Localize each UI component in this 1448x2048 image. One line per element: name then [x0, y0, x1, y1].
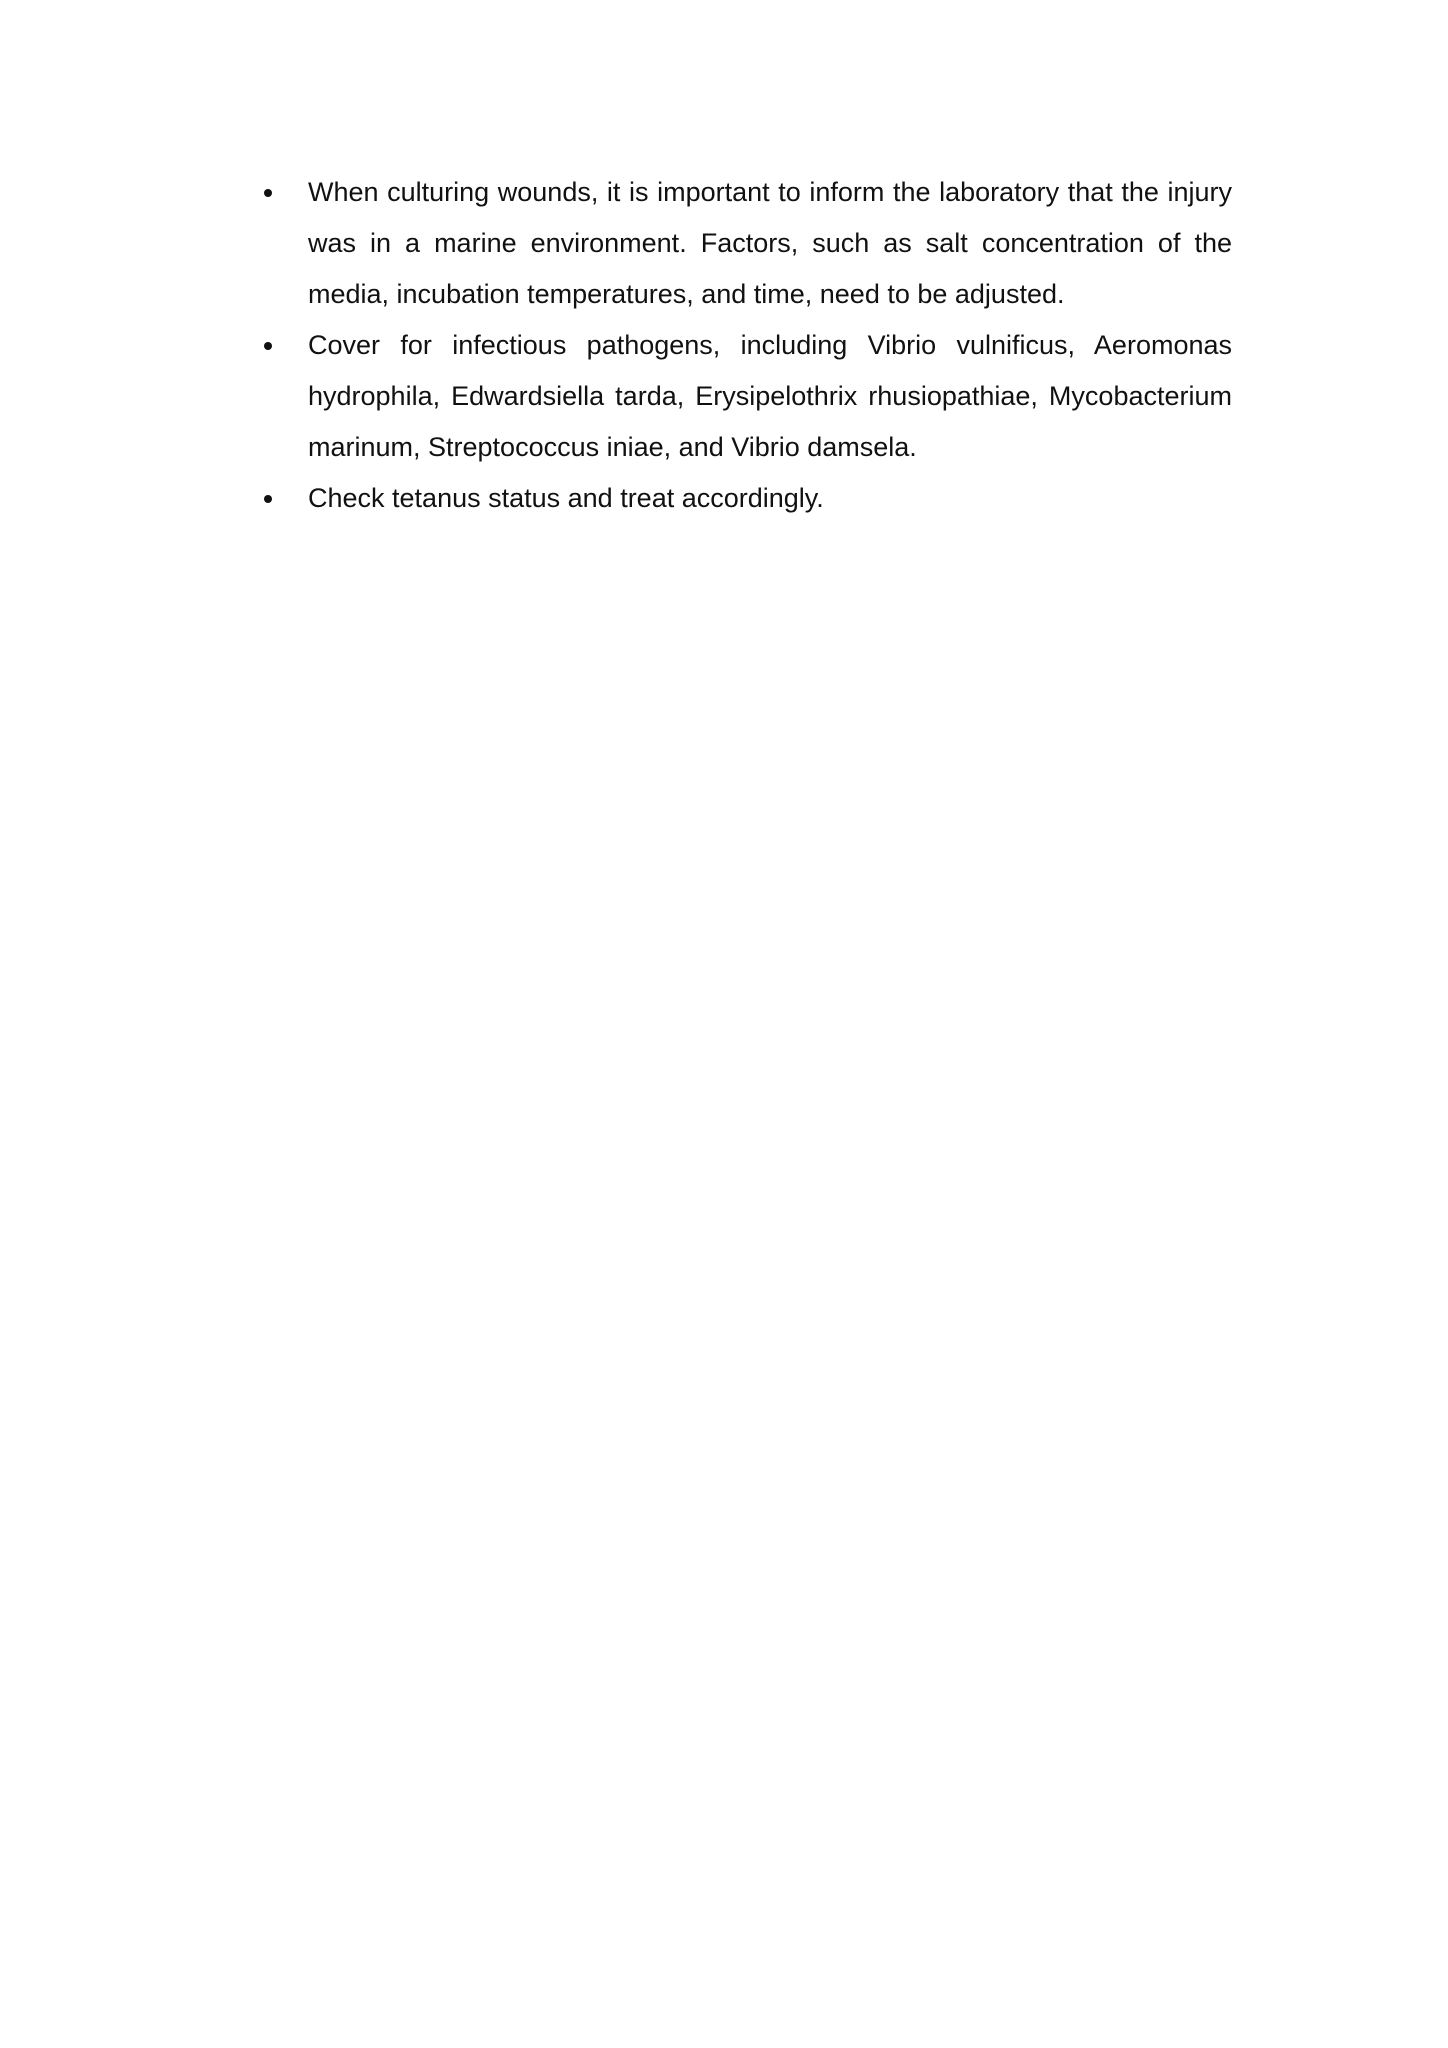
list-item-text: Check tetanus status and treat accordingly. — [308, 483, 824, 513]
list-item — [262, 320, 1232, 473]
list-item-text: When culturing wounds, it is important to inform the laboratory that the injury was in a marine environment. Factors, such as salt concentration of the media, incubation temperatures, and time, need to be adjusted. — [308, 177, 1232, 309]
list-item — [262, 167, 1232, 320]
bullet-list — [262, 167, 1232, 524]
list-item-text: Cover for infectious pathogens, including Vibrio vulnificus, Aeromonas hydrophila, Edwardsiella tarda, Erysipelothrix rhusiopathiae, Mycobacterium marinum, Streptococcus iniae, and Vibrio damsela. — [308, 330, 1232, 462]
bullet-icon — [264, 342, 272, 350]
list-item — [262, 473, 1232, 524]
bullet-icon — [264, 189, 272, 197]
bullet-icon — [264, 495, 272, 503]
